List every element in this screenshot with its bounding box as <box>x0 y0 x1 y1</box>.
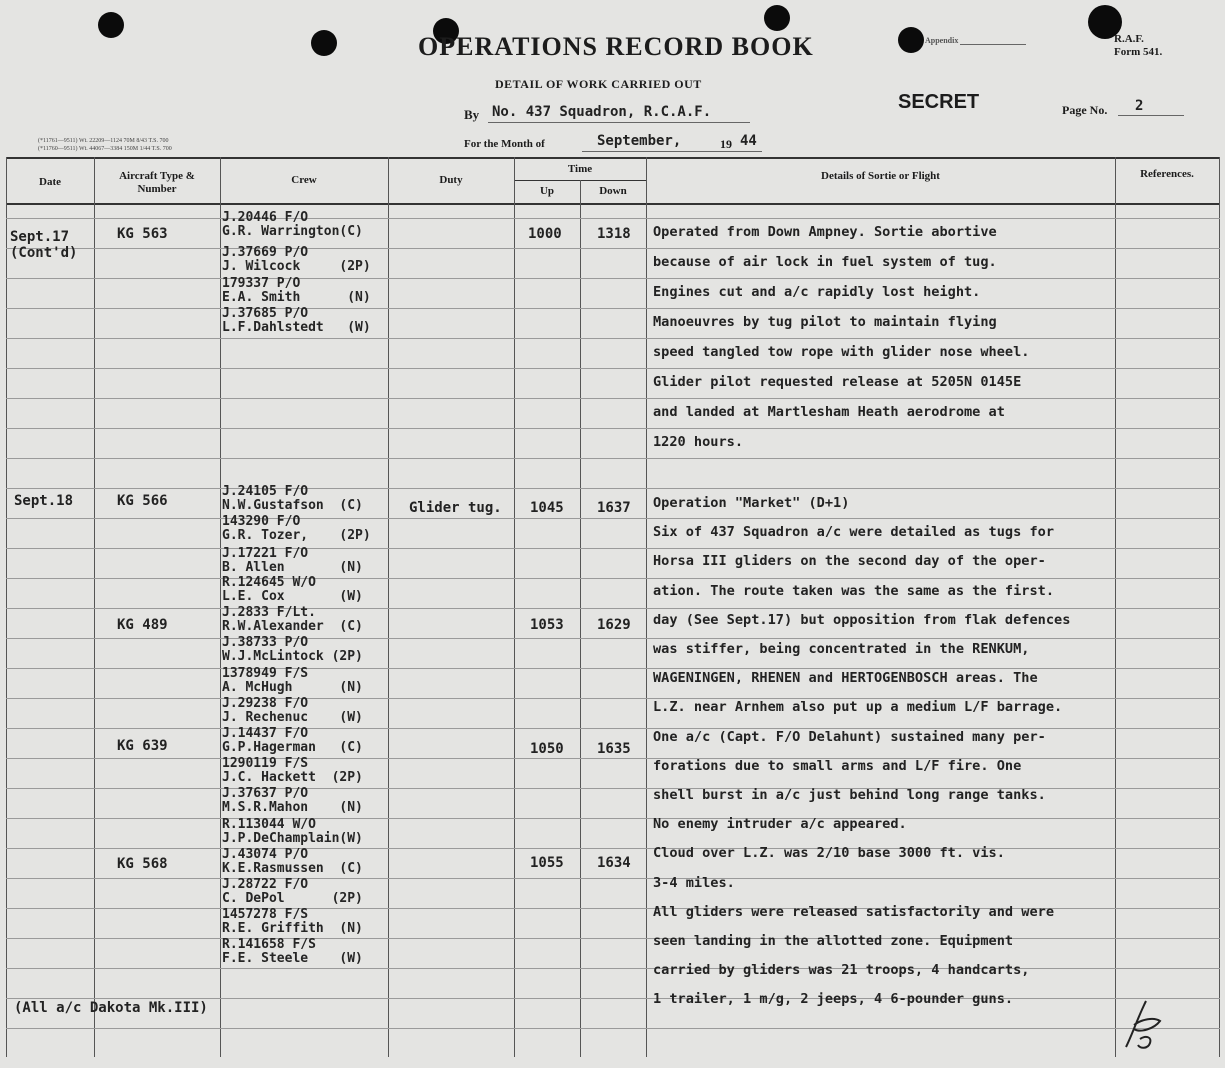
column-divider <box>1115 157 1116 1057</box>
ruled-line <box>6 818 1220 819</box>
column-header-date: Date <box>39 176 61 188</box>
column-header-time: Time <box>567 163 593 175</box>
sortie-date: Sept.18 <box>14 493 74 509</box>
details-line: forations due to small arms and L/F fire. One <box>653 757 1022 774</box>
punch-hole <box>311 30 337 56</box>
aircraft-number: KG 639 <box>117 738 168 754</box>
details-line: speed tangled tow rope with glider nose wheel. <box>653 344 1030 360</box>
ruled-line <box>6 1028 1220 1029</box>
crew-member: R.124645 W/O L.E. Cox (W) <box>222 575 363 604</box>
ruled-line <box>6 578 1220 579</box>
column-divider <box>514 157 515 1057</box>
form-label-1: R.A.F. <box>1114 33 1144 45</box>
time-up: 1050 <box>530 741 564 757</box>
details-line: and landed at Martlesham Heath aerodrome at <box>653 404 1005 420</box>
page-number-value: 2 <box>1135 98 1144 114</box>
details-line: Operation "Market" (D+1) <box>653 495 850 511</box>
crew-member: J.38733 P/O W.J.McLintock (2P) <box>222 635 363 664</box>
ruled-line <box>6 938 1220 939</box>
details-line: 3-4 miles. <box>653 874 735 891</box>
column-header-duty: Duty <box>439 174 463 186</box>
column-divider <box>646 157 647 1057</box>
year-prefix: 19 <box>720 137 732 151</box>
ruled-line <box>6 368 1220 369</box>
crew-member: 179337 P/O E.A. Smith (N) <box>222 276 371 305</box>
punch-hole <box>98 12 124 38</box>
punch-hole <box>898 27 924 53</box>
details-line: Six of 437 Squadron a/c were detailed as tugs for <box>653 524 1055 541</box>
ruled-line <box>6 518 1220 519</box>
ruled-line <box>6 248 1220 249</box>
details-line: because of air lock in fuel system of tug. <box>653 254 997 270</box>
column-divider <box>1219 157 1220 1057</box>
column-divider <box>6 157 7 1057</box>
crew-member: R.113044 W/O J.P.DeChamplain(W) <box>222 817 363 846</box>
details-line: One a/c (Capt. F/O Delahunt) sustained many per- <box>653 728 1046 745</box>
details-line: ation. The route taken was the same as the first. <box>653 582 1055 599</box>
details-line: Horsa III gliders on the second day of the oper- <box>653 553 1046 570</box>
page-number-underline <box>1118 115 1184 116</box>
ruled-line <box>6 638 1220 639</box>
squadron-underline <box>488 122 750 123</box>
print-code: (*11760—9511) Wt. 44067—3384 150M 1/44 T.S. 700 <box>38 146 172 152</box>
details-line: No enemy intruder a/c appeared. <box>653 816 907 833</box>
time-down: 1629 <box>597 617 631 633</box>
duty-value: Glider tug. <box>409 500 502 516</box>
crew-member: J.2833 F/Lt. R.W.Alexander (C) <box>222 605 363 634</box>
appendix-label: Appendix <box>925 36 959 45</box>
ruled-line <box>6 608 1220 609</box>
details-line: was stiffer, being concentrated in the RENKUM, <box>653 641 1030 657</box>
crew-member: 143290 F/O G.R. Tozer, (2P) <box>222 514 371 543</box>
aircraft-number: KG 566 <box>117 493 168 509</box>
column-header-up: Up <box>539 185 555 197</box>
details-line: L.Z. near Arnhem also put up a medium L/F barrage. <box>653 699 1063 716</box>
appendix-underline <box>960 44 1026 45</box>
details-line: WAGENINGEN, RHENEN and HERTOGENBOSCH areas. The <box>653 670 1038 687</box>
crew-member: J.24105 F/O N.W.Gustafson (C) <box>222 484 363 513</box>
crew-member: J.14437 F/O G.P.Hagerman (C) <box>222 726 363 755</box>
details-line: Operated from Down Ampney. Sortie abortive <box>653 224 997 240</box>
column-header-details: Details of Sortie or Flight <box>821 170 940 182</box>
aircraft-number: KG 489 <box>117 617 168 633</box>
form-label-2: Form 541. <box>1114 46 1163 58</box>
sortie-date-cont: (Cont'd) <box>10 245 78 261</box>
page-subtitle: DETAIL OF WORK CARRIED OUT <box>495 77 702 91</box>
month-underline <box>582 151 762 152</box>
time-down: 1635 <box>597 741 631 757</box>
time-down: 1634 <box>597 855 631 871</box>
punch-hole <box>764 5 790 31</box>
crew-member: J.43074 P/O K.E.Rasmussen (C) <box>222 847 363 876</box>
table-top-border <box>6 157 1220 159</box>
ruled-line <box>6 338 1220 339</box>
details-line: Engines cut and a/c rapidly lost height. <box>653 284 981 300</box>
ruled-line <box>6 428 1220 429</box>
column-divider <box>94 157 95 1057</box>
crew-member: J.37669 P/O J. Wilcock (2P) <box>222 245 371 274</box>
ruled-line <box>6 218 1220 219</box>
year-value: 44 <box>740 133 757 149</box>
details-line: shell burst in a/c just behind long range tanks. <box>653 787 1046 803</box>
aircraft-type-note: (All a/c Dakota Mk.III) <box>14 1000 208 1016</box>
header-bottom-border <box>6 203 1220 205</box>
column-divider <box>388 157 389 1057</box>
column-divider <box>220 157 221 1057</box>
ruled-line <box>6 848 1220 849</box>
initials-signature <box>1120 995 1164 1055</box>
crew-member: R.141658 F/S F.E. Steele (W) <box>222 937 363 966</box>
details-line: All gliders were released satisfactorily and were <box>653 903 1055 920</box>
column-divider <box>580 180 581 1057</box>
details-line: 1220 hours. <box>653 434 744 450</box>
column-header-references: References. <box>1140 168 1194 180</box>
details-line: Manoeuvres by tug pilot to maintain flying <box>653 314 997 330</box>
squadron-value: No. 437 Squadron, R.C.A.F. <box>492 104 712 120</box>
ruled-line <box>6 548 1220 549</box>
details-line: seen landing in the allotted zone. Equipment <box>653 933 1014 949</box>
ruled-line <box>6 968 1220 969</box>
details-line: Glider pilot requested release at 5205N 0145E <box>653 374 1022 390</box>
print-code: (*11761—9511) Wt. 22209—1124 70M 8/43 T.S. 700 <box>38 138 169 144</box>
time-down: 1318 <box>597 226 631 242</box>
secret-stamp: SECRET <box>898 91 980 113</box>
sortie-date: Sept.17 <box>10 229 70 245</box>
ruled-line <box>6 758 1220 759</box>
crew-member: 1290119 F/S J.C. Hackett (2P) <box>222 756 363 785</box>
crew-member: J.28722 F/O C. DePol (2P) <box>222 877 363 906</box>
details-line: day (See Sept.17) but opposition from flak defences <box>653 611 1071 628</box>
crew-member: J.20446 F/O G.R. Warrington(C) <box>222 210 363 239</box>
ruled-line <box>6 458 1220 459</box>
ruled-line <box>6 668 1220 669</box>
aircraft-number: KG 568 <box>117 856 168 872</box>
time-up: 1045 <box>530 500 564 516</box>
ruled-line <box>6 488 1220 489</box>
ruled-line <box>6 398 1220 399</box>
ruled-line <box>6 278 1220 279</box>
aircraft-number: KG 563 <box>117 226 168 242</box>
time-down: 1637 <box>597 500 631 516</box>
crew-member: 1378949 F/S A. McHugh (N) <box>222 666 363 695</box>
ruled-line <box>6 878 1220 879</box>
time-up: 1000 <box>528 226 562 242</box>
crew-member: J.17221 F/O B. Allen (N) <box>222 546 363 575</box>
time-up: 1055 <box>530 855 564 871</box>
time-subheader-border <box>515 180 647 181</box>
month-label: For the Month of <box>464 138 545 150</box>
details-line: 1 trailer, 1 m/g, 2 jeeps, 4 6-pounder guns. <box>653 991 1014 1008</box>
ruled-line <box>6 998 1220 999</box>
ruled-line <box>6 308 1220 309</box>
page-title: OPERATIONS RECORD BOOK <box>418 32 814 61</box>
crew-member: J.29238 F/O J. Rechenuc (W) <box>222 696 363 725</box>
crew-member: J.37685 P/O L.F.Dahlstedt (W) <box>222 306 371 335</box>
details-line: carried by gliders was 21 troops, 4 handcarts, <box>653 962 1030 979</box>
page-number-label: Page No. <box>1062 103 1108 117</box>
time-up: 1053 <box>530 617 564 633</box>
column-header-aircraft: Aircraft Type & Number <box>119 170 195 195</box>
crew-member: J.37637 P/O M.S.R.Mahon (N) <box>222 786 363 815</box>
column-header-down: Down <box>599 185 627 197</box>
month-value: September, <box>597 133 682 149</box>
crew-member: 1457278 F/S R.E. Griffith (N) <box>222 907 363 936</box>
details-line: Cloud over L.Z. was 2/10 base 3000 ft. vis. <box>653 845 1005 862</box>
by-label: By <box>464 107 480 122</box>
column-header-crew: Crew <box>291 174 317 186</box>
